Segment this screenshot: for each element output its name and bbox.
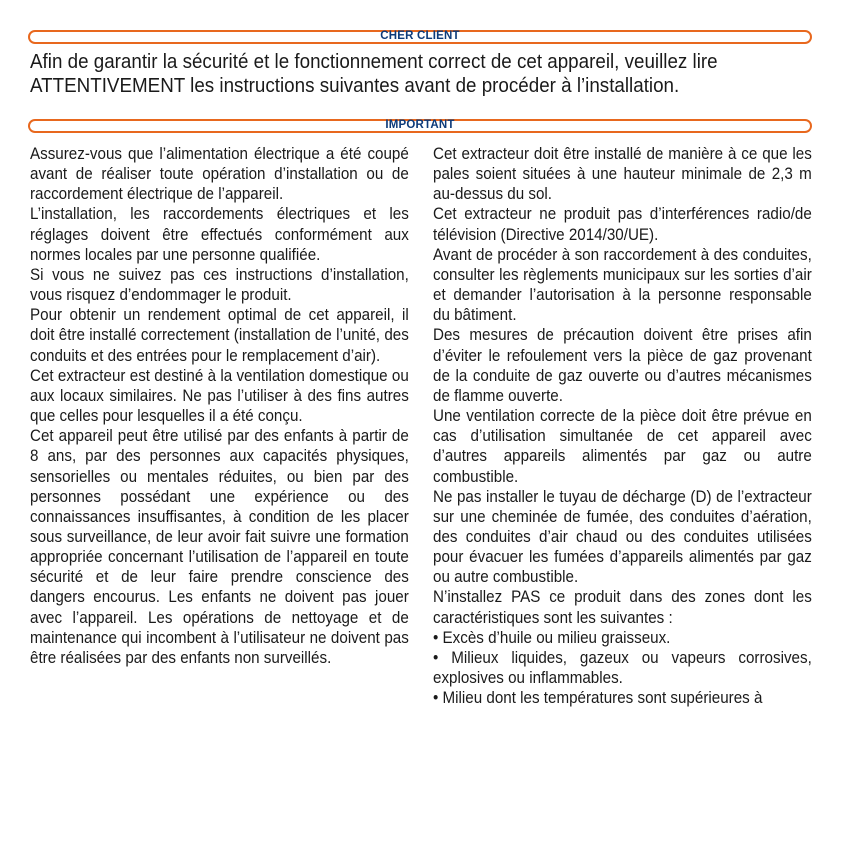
right-paragraph: Des mesures de précaution doivent être prises afin d’éviter le refoulement vers la pièce de gaz provenant de la conduite de gaz ouverte ou d’autres mécanismes de flamme ouverte. — [433, 325, 812, 405]
right-column — [433, 144, 812, 708]
bullet-item: • Excès d’huile ou milieu graisseux. — [433, 627, 671, 647]
important-banner — [28, 119, 812, 133]
left-column — [30, 144, 409, 668]
right-paragraph: Cet extracteur ne produit pas d’interférences radio/de télévision (Directive 2014/30/UE). — [433, 204, 812, 244]
left-paragraph: Cet extracteur est destiné à la ventilation domestique ou aux locaux similaires. Ne pas l’utiliser à des fins autres que celles pour lesquelles il a été conçu. — [30, 365, 409, 426]
left-paragraph: Cet appareil peut être utilisé par des enfants à partir de 8 ans, par des personnes aux capacités physiques, sensorielles ou mentales réduites, ou bien par des personnes possédant une expérience ou des connaissances insuffisantes, à condition de les placer sous surveillance, de leur avoir fait suivre une formation appropriée concernant l’utilisation de l’appareil en toute sécurité et de leur faire prendre conscience des dangers encourus. Les enfants ne doivent pas jouer avec l’appareil. Les opérations de nettoyage et de maintenance qui incombent à l’utilisateur ne doivent pas être réalisées par des enfants non surveillés. — [30, 426, 409, 667]
cher-client-title: CHER CLIENT — [380, 30, 460, 43]
left-paragraph: L’installation, les raccordements électriques et les réglages doivent être effectués conformément aux normes locales par une personne qualifiée. — [30, 204, 409, 264]
cher-client-banner — [28, 30, 812, 44]
right-paragraph: N’installez PAS ce produit dans des zones dont les caractéristiques sont les suivantes : — [433, 587, 812, 627]
left-paragraph: Si vous ne suivez pas ces instructions d’installation, vous risquez d’endommager le produit. — [30, 264, 409, 305]
bullet-item: • Milieux liquides, gazeux ou vapeurs corrosives, explosives ou inflammables. — [433, 647, 812, 688]
right-paragraph: Cet extracteur doit être installé de manière à ce que les pales soient situées à une hauteur minimale de 2,3 m au-dessus du sol. — [433, 144, 812, 204]
right-paragraph: Ne pas installer le tuyau de décharge (D) de l’extracteur sur une cheminée de fumée, des conduites d’aération, des conduites d’air chaud ou des conduites utilisées pour évacuer les fumées d’appareils alimentés par gaz ou autre combustible. — [433, 486, 812, 587]
right-paragraph: Avant de procéder à son raccordement à des conduites, consulter les règlements municipaux sur les sorties d’air et demander l’autorisation à la personne responsable du bâtiment. — [433, 244, 812, 325]
important-title: IMPORTANT — [385, 119, 455, 132]
left-paragraph: Pour obtenir un rendement optimal de cet appareil, il doit être installé correctement (installation de l’unité, des conduits et des entrées pour le remplacement d’air). — [30, 305, 409, 365]
intro-paragraph: Afin de garantir la sécurité et le fonctionnement correct de cet appareil, veuillez lire ATTENTIVEMENT les instructions suivantes avant de procéder à l’installation. — [30, 51, 718, 97]
left-paragraph: Assurez-vous que l’alimentation électrique a été coupé avant de réaliser toute opération d’installation ou de raccordement électrique de l’appareil. — [30, 144, 409, 204]
bullet-item: • Milieu dont les températures sont supérieures à — [433, 688, 763, 708]
right-paragraph: Une ventilation correcte de la pièce doit être prévue en cas d’utilisation simultanée de cet appareil avec d’autres appareils alimentés par gaz ou autre combustible. — [433, 406, 812, 486]
